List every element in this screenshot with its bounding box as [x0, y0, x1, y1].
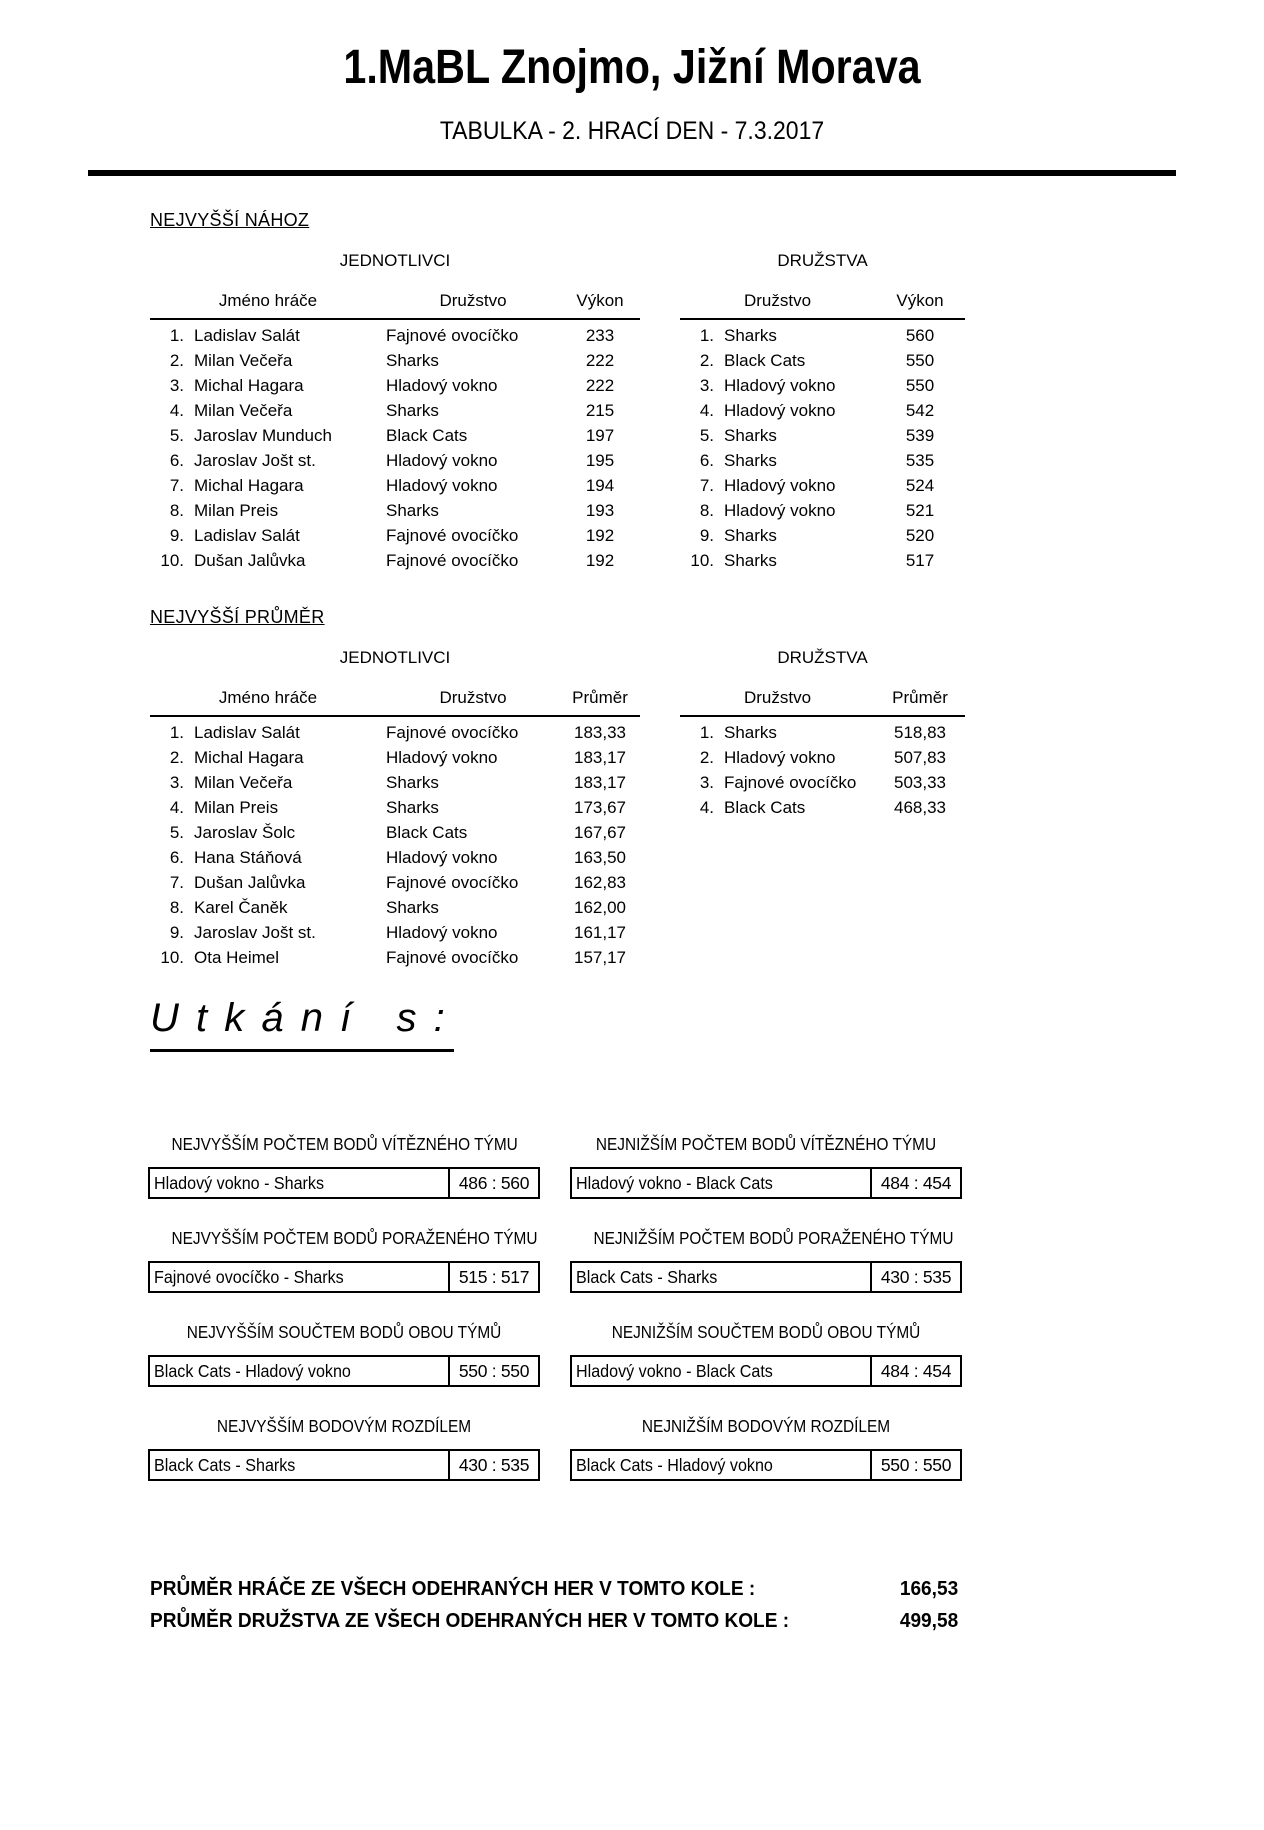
match-teams-cell	[150, 1451, 450, 1479]
team-name: Black Cats	[386, 425, 468, 445]
average-value: 468,33	[894, 797, 946, 817]
row-rank: 9.	[169, 922, 184, 942]
match-teams-cell	[150, 1263, 450, 1291]
row-rank: 6.	[699, 450, 714, 470]
table-row	[680, 348, 965, 373]
player-name: Jaroslav Jošt st.	[194, 450, 316, 470]
highest-average-teams-table	[680, 648, 965, 970]
team-name: Fajnové ovocíčko	[386, 550, 519, 570]
individuals-table-body	[150, 720, 640, 970]
document-subtitle: TABULKA - 2. HRACÍ DEN - 7.3.2017	[439, 117, 825, 145]
team-name: Hladový vokno	[386, 922, 498, 942]
team-name: Sharks	[386, 897, 439, 917]
teams-table-body	[680, 323, 965, 573]
team-name: Hladový vokno	[724, 747, 836, 767]
match-stat-box	[148, 1449, 540, 1481]
summary-row	[150, 1609, 958, 1641]
average-value: 162,83	[574, 872, 626, 892]
table-row	[680, 770, 965, 795]
table-row	[680, 473, 965, 498]
table-row	[680, 398, 965, 423]
match-stat-label: NEJVYŠŠÍM POČTEM BODŮ VÍTĚZNÉHO TÝMU	[171, 1134, 518, 1154]
player-name: Jaroslav Šolc	[194, 822, 296, 842]
table-row	[150, 820, 640, 845]
score-value: 233	[585, 325, 615, 345]
average-value: 173,67	[574, 797, 626, 817]
match-teams: Fajnové ovocíčko - Sharks	[154, 1266, 344, 1287]
individuals-table-header	[150, 688, 640, 717]
table-row	[150, 920, 640, 945]
score-value: 194	[585, 475, 615, 495]
team-name: Hladový vokno	[724, 375, 836, 395]
team-name: Sharks	[386, 350, 439, 370]
highest-throw-teams-table	[680, 251, 965, 573]
content-area	[150, 210, 1118, 970]
match-teams-cell	[572, 1169, 872, 1197]
player-name: Milan Preis	[194, 797, 279, 817]
row-rank: 6.	[169, 847, 184, 867]
row-rank: 8.	[169, 897, 184, 917]
summary-row	[150, 1577, 958, 1609]
team-name: Fajnové ovocíčko	[386, 525, 519, 545]
player-name: Ladislav Salát	[194, 325, 300, 345]
player-name: Ota Heimel	[194, 947, 280, 967]
table-row	[150, 745, 640, 770]
table-row	[680, 745, 965, 770]
team-name: Black Cats	[386, 822, 468, 842]
score-value: 560	[905, 325, 935, 345]
match-teams: Black Cats - Sharks	[576, 1266, 718, 1287]
average-value: 518,83	[894, 722, 946, 742]
average-value: 161,17	[574, 922, 626, 942]
player-name: Ladislav Salát	[194, 722, 300, 742]
row-rank: 3.	[169, 375, 184, 395]
match-stat-label: NEJVYŠŠÍM SOUČTEM BODŮ OBOU TÝMŮ	[186, 1322, 502, 1342]
round-summary	[150, 1577, 958, 1641]
match-stat	[148, 1416, 540, 1481]
score-value: 524	[905, 475, 935, 495]
match-teams: Black Cats - Hladový vokno	[576, 1454, 773, 1475]
column-header-team: Družstvo	[743, 688, 812, 707]
match-score: 550 : 550	[880, 1454, 952, 1475]
column-header-team: Družstvo	[439, 291, 507, 310]
row-rank: 10.	[160, 947, 184, 967]
row-rank: 7.	[169, 475, 184, 495]
summary-label: PRŮMĚR HRÁČE ZE VŠECH ODEHRANÝCH HER V TOMTO KOLE :	[150, 1577, 756, 1600]
match-stats-grid	[148, 1134, 1264, 1481]
average-value: 157,17	[574, 947, 626, 967]
column-header-value: Průměr	[892, 688, 948, 707]
match-teams-cell	[150, 1357, 450, 1385]
teams-table-title: DRUŽSTVA	[777, 251, 868, 270]
table-row	[680, 423, 965, 448]
player-name: Hana Stáňová	[194, 847, 302, 867]
team-name: Hladový vokno	[386, 450, 498, 470]
match-score: 430 : 535	[880, 1266, 952, 1287]
column-header-player: Jméno hráče	[218, 291, 318, 310]
row-rank: 4.	[169, 400, 184, 420]
score-value: 193	[585, 500, 615, 520]
table-row	[150, 498, 640, 523]
table-row	[150, 448, 640, 473]
match-teams-cell	[572, 1357, 872, 1385]
document-title: 1.MaBL Znojmo, Jižní Morava	[343, 41, 921, 94]
average-value: 163,50	[574, 847, 626, 867]
match-stat-box	[570, 1167, 962, 1199]
match-stat-label: NEJVYŠŠÍM POČTEM BODŮ PORAŽENÉHO TÝMU	[171, 1228, 538, 1248]
table-row	[680, 548, 965, 573]
player-name: Michal Hagara	[194, 375, 304, 395]
team-name: Hladový vokno	[386, 475, 498, 495]
table-row	[150, 523, 640, 548]
match-stat-box	[570, 1355, 962, 1387]
table-row	[150, 473, 640, 498]
score-value: 550	[905, 350, 935, 370]
table-row	[150, 348, 640, 373]
match-stat-box	[570, 1261, 962, 1293]
individuals-table-body	[150, 323, 640, 573]
column-header-team: Družstvo	[743, 291, 812, 310]
table-row	[680, 373, 965, 398]
average-value: 162,00	[574, 897, 626, 917]
row-rank: 8.	[169, 500, 184, 520]
score-value: 192	[585, 525, 615, 545]
match-stat-label: NEJNIŽŠÍM POČTEM BODŮ VÍTĚZNÉHO TÝMU	[595, 1134, 937, 1154]
score-value: 535	[905, 450, 935, 470]
match-score: 484 : 454	[880, 1360, 952, 1381]
player-name: Michal Hagara	[194, 747, 304, 767]
match-score: 515 : 517	[458, 1266, 530, 1287]
table-row	[150, 845, 640, 870]
team-name: Sharks	[386, 772, 439, 792]
match-teams: Black Cats - Hladový vokno	[154, 1360, 351, 1381]
individuals-table-title: JEDNOTLIVCI	[339, 648, 451, 667]
player-name: Milan Večeřa	[194, 772, 293, 792]
row-rank: 7.	[699, 475, 714, 495]
team-name: Sharks	[724, 325, 777, 345]
highest-throw-individuals-table	[150, 251, 640, 573]
average-value: 167,67	[574, 822, 626, 842]
score-value: 517	[905, 550, 935, 570]
table-row	[150, 795, 640, 820]
match-teams-cell	[572, 1451, 872, 1479]
summary-label: PRŮMĚR DRUŽSTVA ZE VŠECH ODEHRANÝCH HER V TOMTO KOLE :	[150, 1609, 790, 1632]
table-row	[680, 795, 965, 820]
row-rank: 4.	[699, 797, 714, 817]
table-row	[680, 323, 965, 348]
player-name: Ladislav Salát	[194, 525, 300, 545]
row-rank: 3.	[169, 772, 184, 792]
team-name: Sharks	[386, 500, 439, 520]
score-value: 521	[905, 500, 935, 520]
row-rank: 10.	[160, 550, 184, 570]
player-name: Michal Hagara	[194, 475, 304, 495]
player-name: Dušan Jalůvka	[194, 872, 306, 892]
average-value: 183,17	[574, 747, 626, 767]
team-name: Fajnové ovocíčko	[386, 722, 519, 742]
section-highest-average	[150, 607, 1118, 970]
team-name: Black Cats	[724, 350, 806, 370]
table-row	[150, 323, 640, 348]
row-rank: 3.	[699, 375, 714, 395]
highest-average-tables	[150, 648, 1118, 970]
row-rank: 1.	[169, 325, 184, 345]
team-name: Sharks	[724, 525, 777, 545]
row-rank: 1.	[699, 325, 714, 345]
summary-value: 166,53	[899, 1577, 959, 1600]
column-header-value: Výkon	[576, 291, 624, 310]
player-name: Jaroslav Munduch	[194, 425, 332, 445]
match-score: 550 : 550	[458, 1360, 530, 1381]
player-name: Milan Večeřa	[194, 350, 293, 370]
matches-heading: U t k á n í s :	[150, 996, 454, 1052]
match-stat	[148, 1228, 540, 1293]
row-rank: 5.	[169, 822, 184, 842]
table-row	[150, 770, 640, 795]
table-row	[150, 548, 640, 573]
match-stat-label: NEJVYŠŠÍM BODOVÝM ROZDÍLEM	[216, 1416, 472, 1436]
match-score: 486 : 560	[458, 1172, 530, 1193]
table-row	[150, 870, 640, 895]
match-stat-label: NEJNIŽŠÍM SOUČTEM BODŮ OBOU TÝMŮ	[611, 1322, 921, 1342]
table-row	[680, 498, 965, 523]
player-name: Dušan Jalůvka	[194, 550, 306, 570]
team-name: Hladový vokno	[386, 747, 498, 767]
column-header-player: Jméno hráče	[218, 688, 318, 707]
team-name: Hladový vokno	[386, 847, 498, 867]
teams-table-header	[680, 291, 965, 320]
match-stat-box	[148, 1167, 540, 1199]
row-rank: 1.	[169, 722, 184, 742]
match-stat-label: NEJNIŽŠÍM BODOVÝM ROZDÍLEM	[641, 1416, 891, 1436]
teams-table-title: DRUŽSTVA	[777, 648, 868, 667]
player-name: Jaroslav Jošt st.	[194, 922, 316, 942]
team-name: Hladový vokno	[724, 500, 836, 520]
row-rank: 2.	[699, 747, 714, 767]
table-row	[150, 720, 640, 745]
team-name: Hladový vokno	[724, 475, 836, 495]
teams-table-body	[680, 720, 965, 820]
table-row	[150, 423, 640, 448]
team-name: Sharks	[724, 425, 777, 445]
table-row	[150, 945, 640, 970]
match-teams-cell	[572, 1263, 872, 1291]
average-value: 503,33	[894, 772, 946, 792]
score-value: 197	[585, 425, 615, 445]
column-header-team: Družstvo	[439, 688, 507, 707]
row-rank: 2.	[169, 747, 184, 767]
row-rank: 5.	[169, 425, 184, 445]
column-header-value: Průměr	[572, 688, 628, 707]
match-score: 484 : 454	[880, 1172, 952, 1193]
row-rank: 6.	[169, 450, 184, 470]
average-value: 183,33	[574, 722, 626, 742]
score-value: 550	[905, 375, 935, 395]
row-rank: 7.	[169, 872, 184, 892]
row-rank: 9.	[699, 525, 714, 545]
row-rank: 4.	[169, 797, 184, 817]
match-teams: Hladový vokno - Sharks	[154, 1172, 325, 1193]
player-name: Karel Čaněk	[194, 897, 288, 917]
score-value: 520	[905, 525, 935, 545]
highest-throw-tables	[150, 251, 1118, 573]
match-stat	[570, 1416, 962, 1481]
teams-table-header	[680, 688, 965, 717]
row-rank: 4.	[699, 400, 714, 420]
score-value: 539	[905, 425, 935, 445]
match-teams: Hladový vokno - Black Cats	[576, 1360, 773, 1381]
team-name: Sharks	[724, 450, 777, 470]
table-row	[680, 720, 965, 745]
match-stat-box	[570, 1449, 962, 1481]
match-stat-box	[148, 1261, 540, 1293]
table-row	[150, 895, 640, 920]
table-row	[150, 373, 640, 398]
team-name: Fajnové ovocíčko	[724, 772, 857, 792]
match-teams: Hladový vokno - Black Cats	[576, 1172, 773, 1193]
match-stat-box	[148, 1355, 540, 1387]
table-row	[680, 523, 965, 548]
score-value: 222	[585, 350, 615, 370]
match-teams: Black Cats - Sharks	[154, 1454, 296, 1475]
section-highest-throw-title: NEJVYŠŠÍ NÁHOZ	[150, 210, 310, 230]
table-row	[150, 398, 640, 423]
match-teams-cell	[150, 1169, 450, 1197]
average-value: 183,17	[574, 772, 626, 792]
table-row	[680, 448, 965, 473]
section-highest-throw	[150, 210, 1118, 573]
team-name: Sharks	[724, 550, 777, 570]
summary-value: 499,58	[899, 1609, 959, 1632]
highest-average-individuals-table	[150, 648, 640, 970]
row-rank: 2.	[699, 350, 714, 370]
team-name: Fajnové ovocíčko	[386, 872, 519, 892]
section-highest-average-title: NEJVYŠŠÍ PRŮMĚR	[150, 607, 325, 627]
column-header-value: Výkon	[896, 291, 944, 310]
row-rank: 5.	[699, 425, 714, 445]
match-score: 430 : 535	[458, 1454, 530, 1475]
row-rank: 1.	[699, 722, 714, 742]
match-stat	[148, 1134, 540, 1199]
score-value: 542	[905, 400, 935, 420]
team-name: Fajnové ovocíčko	[386, 947, 519, 967]
team-name: Hladový vokno	[386, 375, 498, 395]
team-name: Hladový vokno	[724, 400, 836, 420]
team-name: Sharks	[724, 722, 777, 742]
score-value: 192	[585, 550, 615, 570]
player-name: Milan Preis	[194, 500, 279, 520]
team-name: Fajnové ovocíčko	[386, 325, 519, 345]
average-value: 507,83	[894, 747, 946, 767]
match-stat-label: NEJNIŽŠÍM POČTEM BODŮ PORAŽENÉHO TÝMU	[593, 1228, 954, 1248]
row-rank: 2.	[169, 350, 184, 370]
individuals-table-title: JEDNOTLIVCI	[339, 251, 451, 270]
player-name: Milan Večeřa	[194, 400, 293, 420]
individuals-table-header	[150, 291, 640, 320]
header-divider	[88, 170, 1176, 176]
team-name: Sharks	[386, 797, 439, 817]
row-rank: 10.	[690, 550, 714, 570]
score-value: 215	[585, 400, 615, 420]
row-rank: 8.	[699, 500, 714, 520]
match-stat	[148, 1322, 540, 1387]
team-name: Black Cats	[724, 797, 806, 817]
score-value: 222	[585, 375, 615, 395]
row-rank: 9.	[169, 525, 184, 545]
document-page	[0, 40, 1264, 1830]
match-stat	[570, 1134, 962, 1199]
row-rank: 3.	[699, 772, 714, 792]
team-name: Sharks	[386, 400, 439, 420]
match-stat	[570, 1322, 962, 1387]
score-value: 195	[585, 450, 615, 470]
match-stat	[570, 1228, 962, 1293]
